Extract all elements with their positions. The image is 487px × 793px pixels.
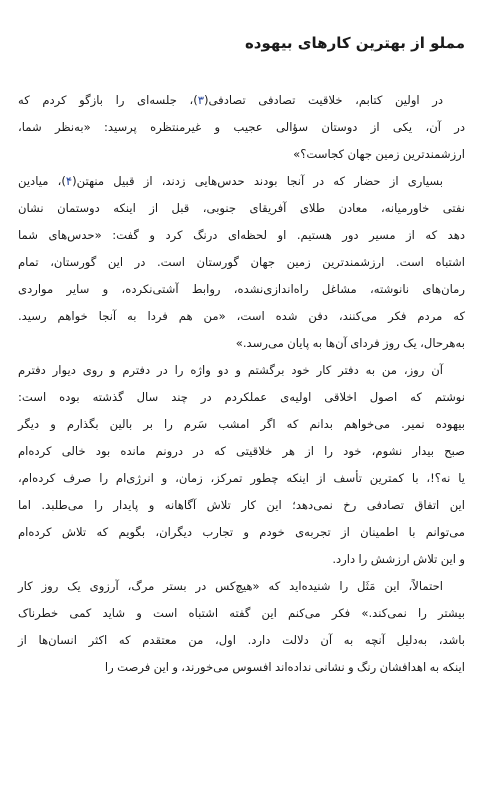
text-line: رمان‌های نانوشته، مشاغل راه‌اندازی‌نشده، روابط آشتی‌نکرده، و سایر مواردی bbox=[18, 282, 465, 296]
body-text bbox=[18, 87, 465, 681]
text-line: در آن، یکی از دوستان سؤالی عجیب و غیرمنتظره پرسید: «به‌نظر شما، bbox=[18, 120, 465, 134]
text-line: این اتفاق تصادفی رخ نمی‌دهد؛ این کار تلاش آگاهانه و پایدار را می‌طلبد. اما bbox=[18, 498, 465, 512]
text-line: باشد، به‌دلیل آنچه به آن دلالت دارد. اول، من معتقدم که اکثر انسان‌ها از bbox=[18, 633, 465, 647]
text-line: می‌توانم با اطمینان از تجربه‌ی خودم و تجارب دیگران، بگویم که تلاش کرده‌ام bbox=[18, 525, 465, 539]
text-line: بیهوده نمیر. می‌خواهم بدانم که اگر امشب سَرم را بر بالین بگذارم و دیگر bbox=[18, 417, 465, 431]
text-line: و این تلاش ارزشش را دارد. bbox=[332, 552, 465, 566]
text-line: احتمالاً، این مَثَل را شنیده‌اید که «هیچ‌کس در بستر مرگ، آرزوی یک روز کار bbox=[18, 579, 443, 593]
text-line: آن روز، من به دفتر کار خود برگشتم و دو واژه را در دفترم و روی دیوار دفترم bbox=[18, 363, 443, 377]
text-line: در اولین کتابم، خلاقیت تصادفی تصادفی(۳)، جلسه‌ای را بازگو کردم که bbox=[18, 93, 443, 107]
text-line: ارزشمندترین زمین جهان کجاست؟» bbox=[293, 147, 465, 161]
footnote-reference[interactable]: ۳ bbox=[197, 93, 204, 107]
text-line: نفتی خاورمیانه، معادن طلای آفریقای جنوبی، قبل از اینکه دوستمان نشان bbox=[18, 201, 465, 215]
page-title: مملو از بهترین کارهای بیهوده bbox=[244, 34, 465, 52]
paragraph bbox=[18, 357, 465, 573]
paragraph bbox=[18, 573, 465, 681]
footnote-reference[interactable]: ۴ bbox=[65, 174, 73, 188]
text-line: صبح بیدار نشوم، خود را از هر خلاقیتی که در درونم مانده بود خالی کرده‌ام bbox=[18, 444, 465, 458]
paragraph bbox=[18, 168, 465, 357]
text-line: اینکه به اهدافشان رنگ و نشانی نداده‌اند افسوس می‌خورند، و این فرصت را bbox=[104, 660, 465, 674]
paragraph bbox=[18, 87, 465, 168]
text-line: اشتباه است. ارزشمندترین زمین جهان گورستان است. در این گورستان، تمام bbox=[18, 255, 465, 269]
text-line: یا نه؟!، با کمترین تأسف از اینکه چطور تمرکز، زمان، و انرژی‌ام را صرف کرده‌ام، bbox=[18, 471, 465, 485]
text-line: دهد که از مسیر دور هستیم. او لحظه‌ای درنگ کرد و گفت: «حدس‌های شما bbox=[18, 228, 465, 242]
text-line: بیشتر را نمی‌کند.» فکر می‌کنم این گفته اشتباه است و شاید کمی خطرناک bbox=[18, 606, 465, 620]
text-line: نوشتم که اصول اخلاقی اولیه‌ی عملکردم در چند سال گذشته بوده است: bbox=[18, 390, 465, 404]
text-line: بسیاری از حضار که در آنجا بودند حدس‌هایی زدند، از قبیل منهتن(۴)، میادین bbox=[18, 174, 443, 188]
text-line: که مردم فکر می‌کنند، دفن شده است، «من هم فردا به آنجا خواهم رسید. bbox=[18, 309, 465, 323]
text-line: به‌هرحال، یک روز فردای آن‌ها به پایان می‌رسد.» bbox=[235, 336, 465, 350]
